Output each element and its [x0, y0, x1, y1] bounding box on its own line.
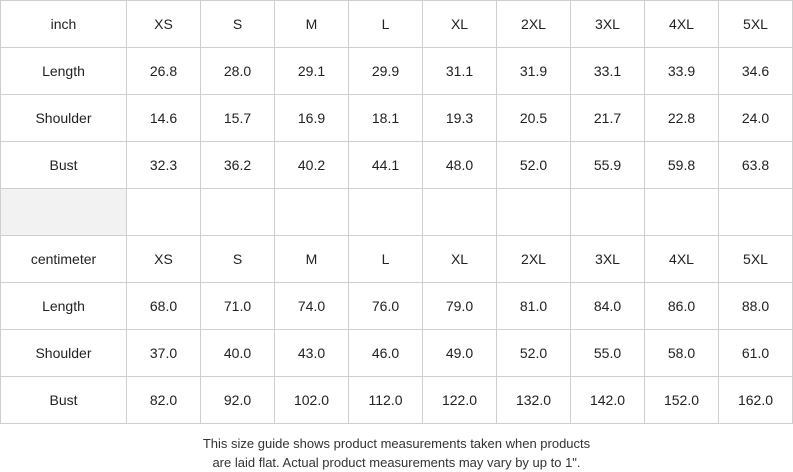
size-header-s-cm: S [201, 236, 275, 283]
spacer-cell [275, 189, 349, 236]
unit-header-inch: inch [1, 1, 127, 48]
size-header-2xl-cm: 2XL [497, 236, 571, 283]
table-header-row-centimeter [1, 236, 793, 283]
cell-shoulder-xl-inch: 19.3 [423, 95, 497, 142]
size-header-l: L [349, 1, 423, 48]
table-row [1, 377, 793, 424]
size-header-3xl: 3XL [571, 1, 645, 48]
cell-bust-l-cm: 112.0 [349, 377, 423, 424]
cell-length-xl-cm: 79.0 [423, 283, 497, 330]
cell-bust-4xl-inch: 59.8 [645, 142, 719, 189]
size-guide-note [0, 424, 793, 472]
cell-shoulder-3xl-inch: 21.7 [571, 95, 645, 142]
size-header-xs: XS [127, 1, 201, 48]
size-header-xl: XL [423, 1, 497, 48]
table-header-row-inch [1, 1, 793, 48]
unit-header-centimeter: centimeter [1, 236, 127, 283]
cell-length-4xl-cm: 86.0 [645, 283, 719, 330]
spacer-cell [201, 189, 275, 236]
cell-length-l-cm: 76.0 [349, 283, 423, 330]
cell-shoulder-2xl-inch: 20.5 [497, 95, 571, 142]
cell-shoulder-s-inch: 15.7 [201, 95, 275, 142]
cell-bust-5xl-cm: 162.0 [719, 377, 793, 424]
cell-shoulder-5xl-inch: 24.0 [719, 95, 793, 142]
cell-bust-5xl-inch: 63.8 [719, 142, 793, 189]
size-header-xs-cm: XS [127, 236, 201, 283]
cell-bust-xs-cm: 82.0 [127, 377, 201, 424]
cell-length-2xl-cm: 81.0 [497, 283, 571, 330]
size-header-4xl: 4XL [645, 1, 719, 48]
spacer-cell [571, 189, 645, 236]
cell-shoulder-xs-cm: 37.0 [127, 330, 201, 377]
cell-bust-xl-cm: 122.0 [423, 377, 497, 424]
cell-length-3xl-inch: 33.1 [571, 48, 645, 95]
size-guide-note-line2: are laid flat. Actual product measurements may vary by up to 1". [212, 455, 581, 470]
size-header-4xl-cm: 4XL [645, 236, 719, 283]
row-label-length-inch: Length [1, 48, 127, 95]
cell-shoulder-4xl-cm: 58.0 [645, 330, 719, 377]
cell-length-s-cm: 71.0 [201, 283, 275, 330]
cell-bust-xs-inch: 32.3 [127, 142, 201, 189]
cell-bust-3xl-inch: 55.9 [571, 142, 645, 189]
size-header-xl-cm: XL [423, 236, 497, 283]
spacer-cell [645, 189, 719, 236]
cell-bust-xl-inch: 48.0 [423, 142, 497, 189]
spacer-cell [1, 189, 127, 236]
size-header-l-cm: L [349, 236, 423, 283]
size-header-2xl: 2XL [497, 1, 571, 48]
cell-shoulder-l-cm: 46.0 [349, 330, 423, 377]
cell-bust-s-inch: 36.2 [201, 142, 275, 189]
cell-bust-s-cm: 92.0 [201, 377, 275, 424]
cell-length-m-inch: 29.1 [275, 48, 349, 95]
cell-bust-m-inch: 40.2 [275, 142, 349, 189]
spacer-cell [497, 189, 571, 236]
row-label-shoulder-cm: Shoulder [1, 330, 127, 377]
size-header-5xl-cm: 5XL [719, 236, 793, 283]
size-header-3xl-cm: 3XL [571, 236, 645, 283]
row-label-bust-inch: Bust [1, 142, 127, 189]
cell-shoulder-s-cm: 40.0 [201, 330, 275, 377]
row-label-shoulder-inch: Shoulder [1, 95, 127, 142]
spacer-cell [719, 189, 793, 236]
cell-shoulder-l-inch: 18.1 [349, 95, 423, 142]
cell-shoulder-2xl-cm: 52.0 [497, 330, 571, 377]
cell-shoulder-xl-cm: 49.0 [423, 330, 497, 377]
cell-bust-3xl-cm: 142.0 [571, 377, 645, 424]
table-row [1, 95, 793, 142]
cell-bust-4xl-cm: 152.0 [645, 377, 719, 424]
table-spacer-row [1, 189, 793, 236]
cell-shoulder-m-cm: 43.0 [275, 330, 349, 377]
spacer-cell [127, 189, 201, 236]
cell-length-l-inch: 29.9 [349, 48, 423, 95]
spacer-cell [349, 189, 423, 236]
table-row [1, 48, 793, 95]
cell-length-xl-inch: 31.1 [423, 48, 497, 95]
size-header-m-cm: M [275, 236, 349, 283]
cell-bust-m-cm: 102.0 [275, 377, 349, 424]
spacer-cell [423, 189, 497, 236]
size-header-s: S [201, 1, 275, 48]
cell-shoulder-5xl-cm: 61.0 [719, 330, 793, 377]
cell-shoulder-3xl-cm: 55.0 [571, 330, 645, 377]
cell-bust-l-inch: 44.1 [349, 142, 423, 189]
size-guide-note-line1: This size guide shows product measurements taken when products [202, 436, 591, 451]
table-row [1, 330, 793, 377]
row-label-bust-cm: Bust [1, 377, 127, 424]
cell-bust-2xl-cm: 132.0 [497, 377, 571, 424]
cell-shoulder-4xl-inch: 22.8 [645, 95, 719, 142]
cell-length-xs-cm: 68.0 [127, 283, 201, 330]
cell-shoulder-xs-inch: 14.6 [127, 95, 201, 142]
cell-length-3xl-cm: 84.0 [571, 283, 645, 330]
table-row [1, 142, 793, 189]
size-header-m: M [275, 1, 349, 48]
cell-length-m-cm: 74.0 [275, 283, 349, 330]
cell-bust-2xl-inch: 52.0 [497, 142, 571, 189]
cell-length-4xl-inch: 33.9 [645, 48, 719, 95]
cell-length-5xl-inch: 34.6 [719, 48, 793, 95]
cell-length-2xl-inch: 31.9 [497, 48, 571, 95]
cell-shoulder-m-inch: 16.9 [275, 95, 349, 142]
cell-length-5xl-cm: 88.0 [719, 283, 793, 330]
table-row [1, 283, 793, 330]
cell-length-xs-inch: 26.8 [127, 48, 201, 95]
size-header-5xl: 5XL [719, 1, 793, 48]
cell-length-s-inch: 28.0 [201, 48, 275, 95]
row-label-length-cm: Length [1, 283, 127, 330]
